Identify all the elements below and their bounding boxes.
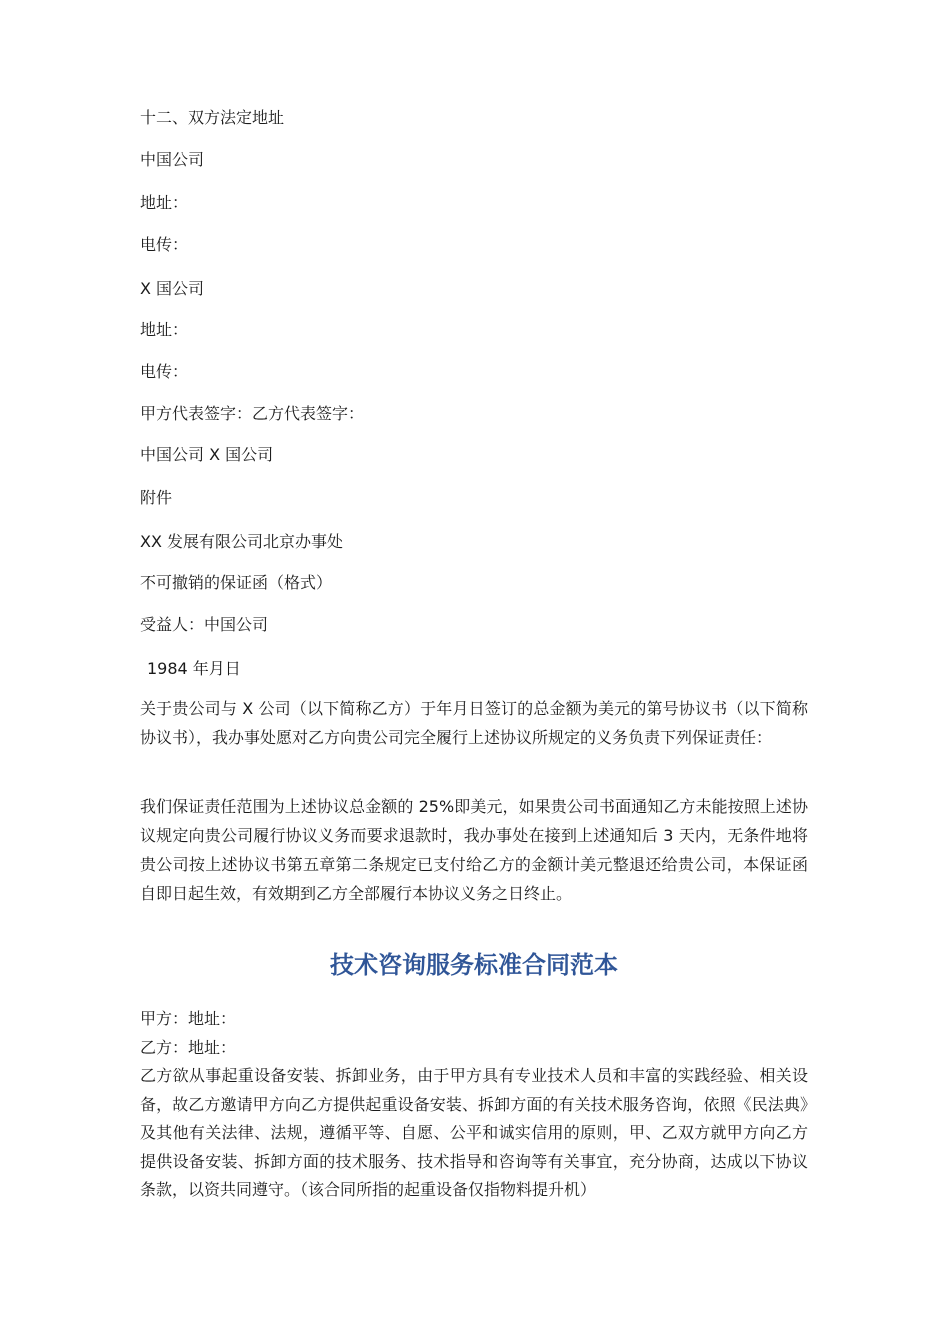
china-company-label: 中国公司 (140, 150, 205, 169)
office-name: XX 发展有限公司北京办事处 (140, 532, 344, 551)
section-heading: 十二、双方法定地址 (140, 108, 285, 127)
preamble-paragraph: 乙方欲从事起重设备安装、拆卸业务，由于甲方具有专业技术人员和丰富的实践经验、相关设备，故乙方邀请甲方向乙方提供起重设备安装、拆卸方面的有关技术服务咨询，依照《民法典》及其他有关法律、法规，遵循平等、自愿、公平和诚实信用的原则，甲、乙双方就甲方向乙方提供设备安装、拆卸方面的技术服务、技术指导和咨询等有关事宜，充分协商，达成以下协议条款，以资共同遵守。（该合同所指的起重设备仅指物料提升机） (140, 1066, 808, 1199)
signature-companies: 中国公司 X 国公司 (140, 445, 274, 464)
party-b-line: 乙方：地址： (140, 1038, 237, 1057)
x-company-label: X 国公司 (140, 279, 205, 298)
signature-line: 甲方代表签字：乙方代表签字： (140, 404, 365, 423)
telex-line: 电传： (140, 362, 189, 381)
beneficiary-line: 受益人：中国公司 (140, 615, 269, 634)
telex-line: 电传： (140, 235, 189, 254)
party-a-line: 甲方：地址： (140, 1009, 237, 1028)
contract-title: 技术咨询服务标准合同范本 (330, 951, 618, 979)
address-line: 地址： (140, 320, 189, 339)
date-line: 1984 年月日 (147, 659, 241, 678)
address-line: 地址： (140, 193, 189, 212)
scope-paragraph: 我们保证责任范围为上述协议总金额的 25%即美元，如果贵公司书面通知乙方未能按照上述协议规定向贵公司履行协议义务而要求退款时，我办事处在接到上述通知后 3 天内，无条件地将贵公司按上述协议书第五章第二条规定已支付给乙方的金额计美元整退还给贵公司，本保证函自即日起生效，有效期到乙方全部履行本协议义务之日终止。 (140, 797, 808, 903)
guarantee-title: 不可撤销的保证函（格式） (140, 573, 333, 592)
intro-paragraph: 关于贵公司与 X 公司（以下简称乙方）于年月日签订的总金额为美元的第号协议书（以下简称协议书），我办事处愿对乙方向贵公司完全履行上述协议所规定的义务负责下列保证责任： (140, 699, 808, 747)
attachment-label: 附件 (140, 488, 173, 507)
